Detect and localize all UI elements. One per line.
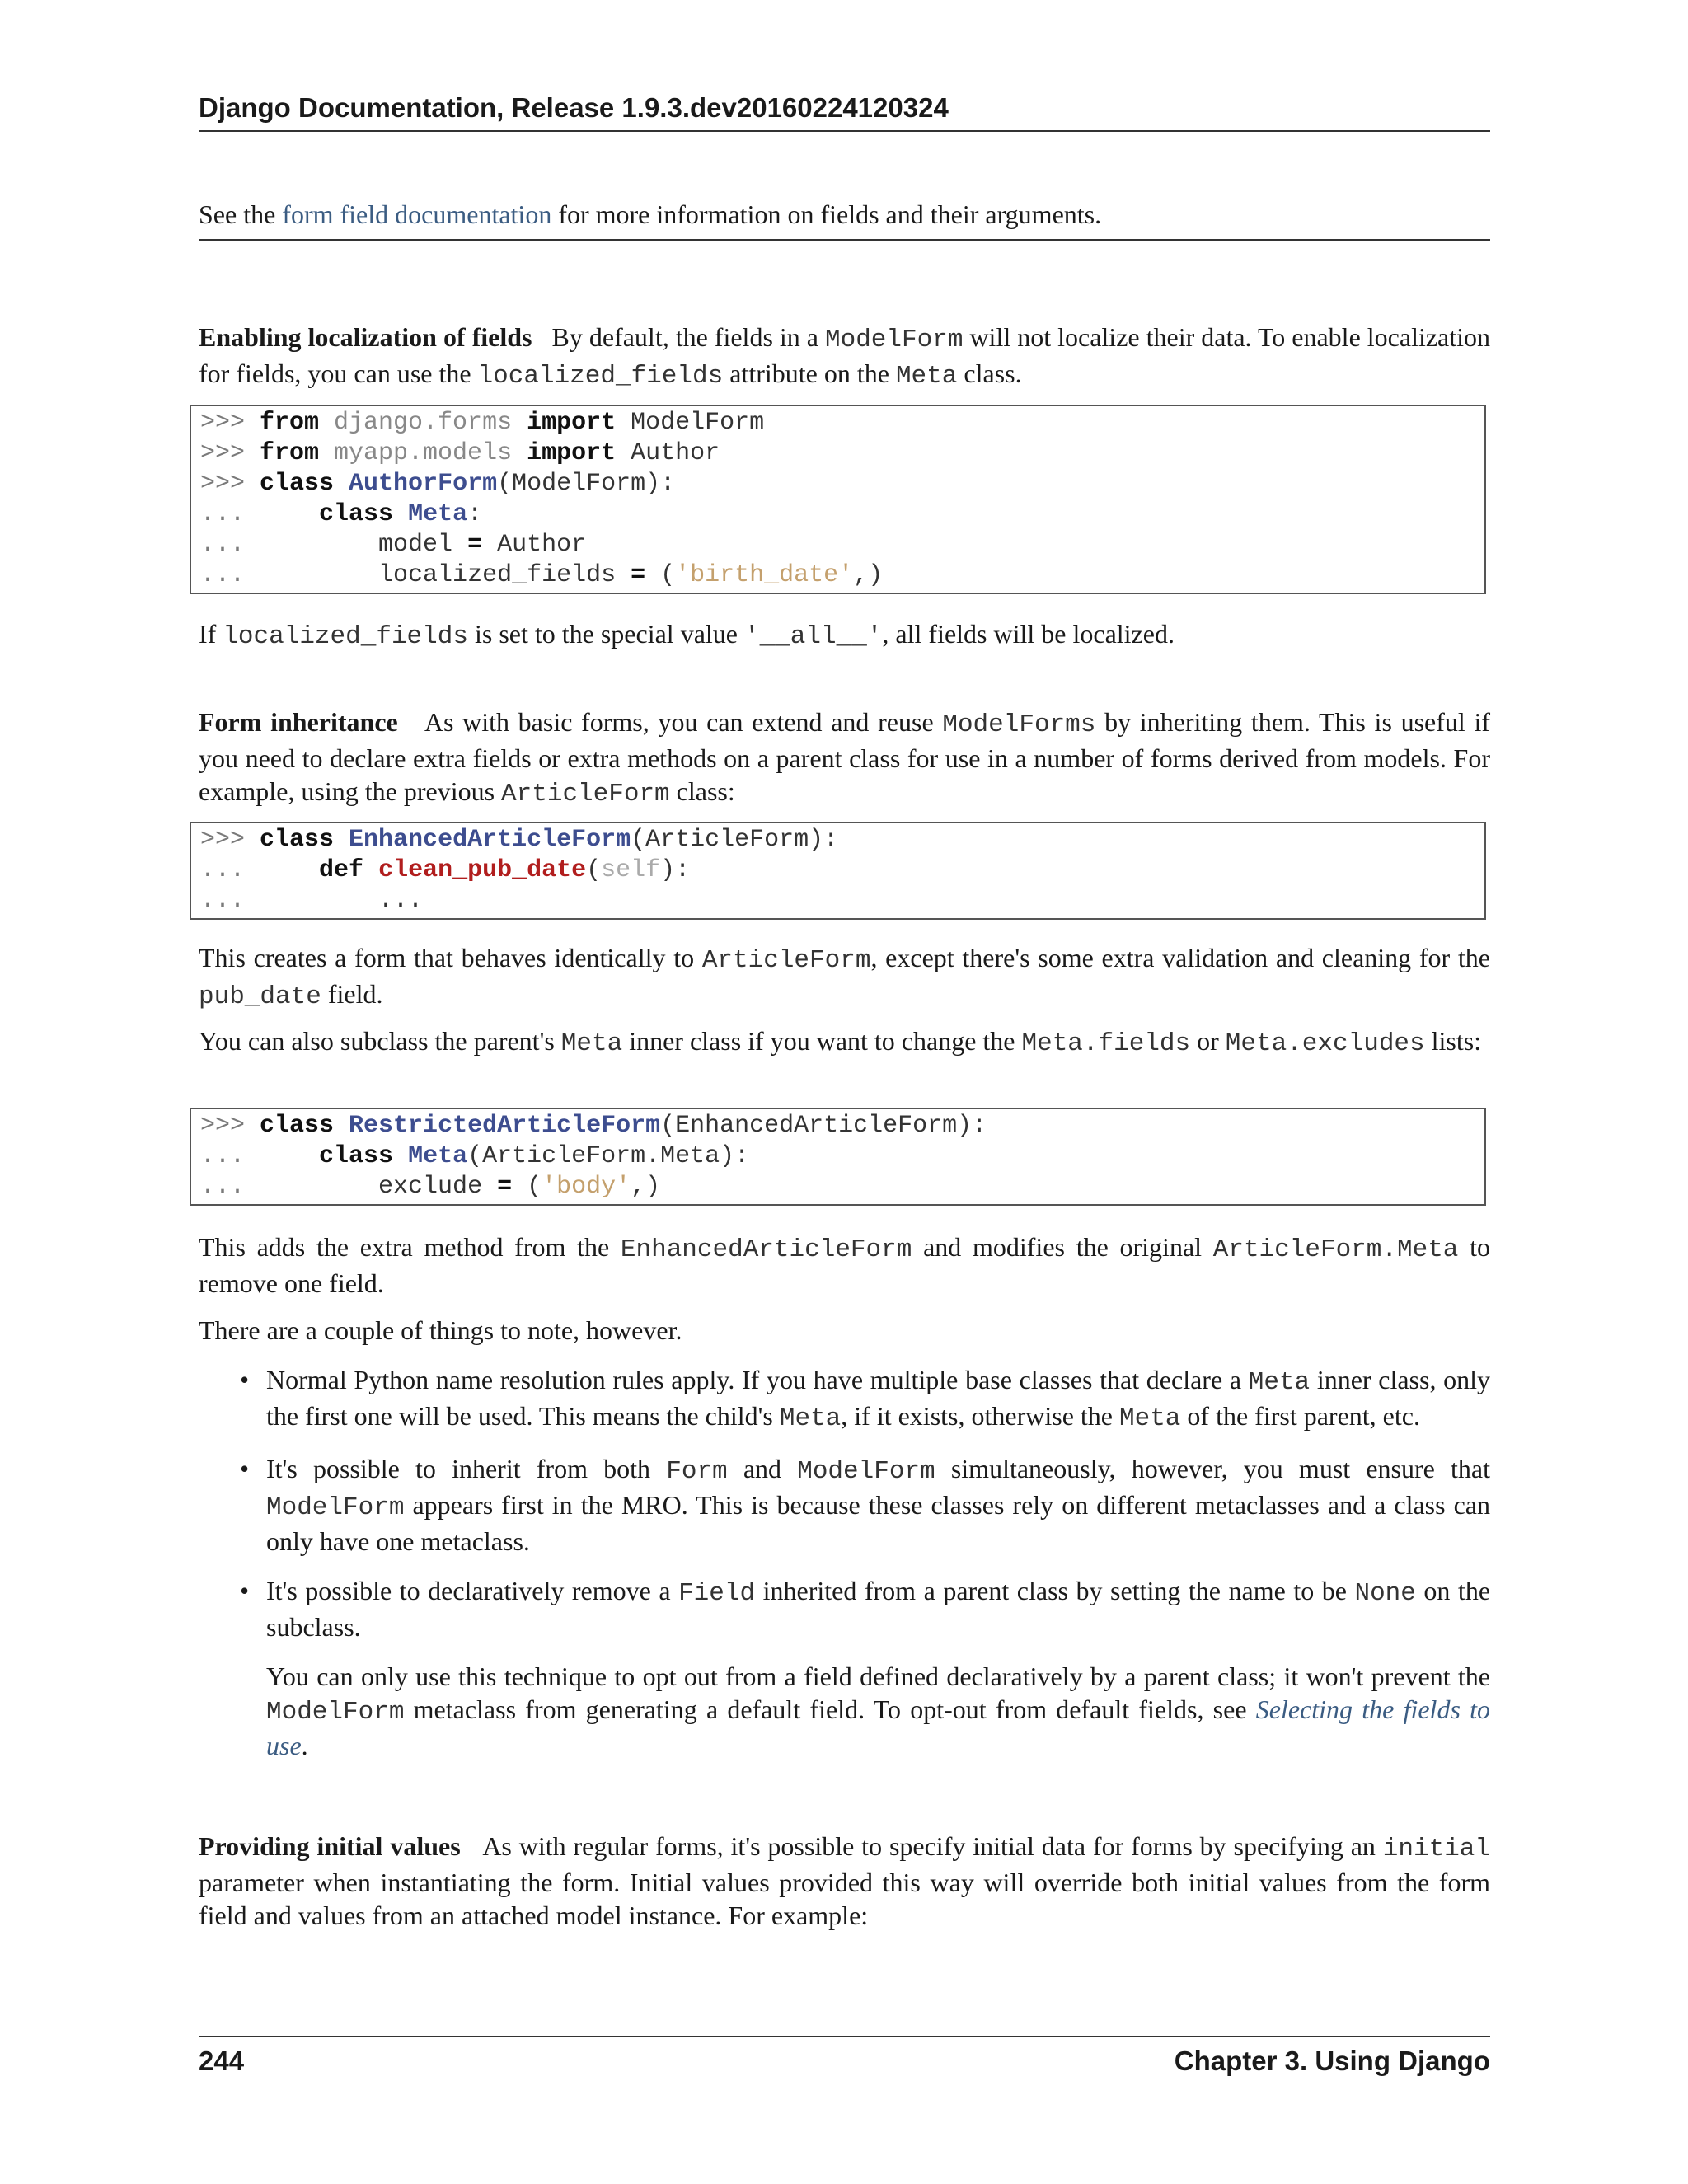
meta-subclass-paragraph: You can also subclass the parent's Meta inner class if you want to change the Meta.fields or Meta.excludes lists: (199, 1026, 1482, 1058)
localization-heading: Enabling localization of fields (199, 322, 532, 352)
code-block-restricted-article-form (190, 1108, 1486, 1206)
code-line: ... class Meta: (200, 500, 483, 528)
inheritance-heading: Form inheritance (199, 707, 398, 737)
code-line: >>> class AuthorForm(ModelForm): (200, 470, 676, 498)
initial-values-heading: Providing initial values (199, 1831, 461, 1861)
form-field-documentation-link[interactable]: form field documentation (282, 199, 552, 229)
list-item: • It's possible to declaratively remove a Field inherited from a parent class by setting the name to be None on the subclass. You can only use this technique to opt out from a field defined declaratively by a parent class; it won't prevent the ModelForm metaclass from generating a default field. To opt-out from default fields, see Selecting the fields to use. (240, 1576, 1491, 1760)
code-block-localized-fields (190, 405, 1486, 594)
code-line: ... exclude = ('body',) (200, 1173, 661, 1201)
code-line: ... model = Author (200, 531, 587, 559)
bullet-list (240, 1363, 1490, 1762)
code-line: ... ... (200, 887, 424, 915)
list-item: • Normal Python name resolution rules apply. If you have multiple base classes that declare a Meta inner class, only the first one will be used. This means the child's Meta, if it exists, otherwise the Meta of the first parent, etc. (240, 1365, 1491, 1433)
code-line: >>> class RestrictedArticleForm(EnhancedArticleForm): (200, 1112, 987, 1140)
inheritance-paragraph: Form inheritance As with basic forms, you can extend and reuse ModelForms by inheriting them. This is useful if you need to declare extra fields or extra methods on a parent class for use in a number of forms derived from models. For example, using the previous ArticleForm class: (199, 707, 1491, 808)
chapter-title: Chapter 3. Using Django (1174, 2046, 1490, 2076)
intro-text: See the form field documentation for more information on fields and their arguments. (199, 199, 1102, 229)
code-line: >>> from myapp.models import Author (200, 439, 720, 467)
code-line: ... def clean_pub_date(self): (200, 856, 691, 884)
running-footer (199, 2036, 1490, 2077)
localization-paragraph: Enabling localization of fields By default, the fields in a ModelForm will not localize their data. To enable localization for fields, you can use the localized_fields attribute on the Meta class. (199, 322, 1491, 391)
note-paragraph: There are a couple of things to note, however. (199, 1315, 682, 1345)
code-line: >>> from django.forms import ModelForm (200, 409, 765, 437)
code-line: >>> class EnhancedArticleForm(ArticleForm): (200, 826, 839, 854)
selecting-fields-link[interactable]: Selecting the fields to use (266, 1694, 1491, 1760)
inheritance-explanation: This creates a form that behaves identically to ArticleForm, except there's some extra validation and cleaning for the pub_date field. (199, 943, 1491, 1011)
running-header (199, 92, 1490, 132)
page-number: 244 (199, 2046, 245, 2076)
initial-values-paragraph: Providing initial values As with regular forms, it's possible to specify initial data for forms by specifying an initial parameter when instantiating the form. Initial values provided this way will override both initial values from the form field and values from an attached model instance. For example: (199, 1831, 1491, 1930)
header-title: Django Documentation, Release 1.9.3.dev20160224120324 (199, 92, 949, 123)
list-item: • It's possible to inherit from both Form and ModelForm simultaneously, however, you must ensure that ModelForm appears first in the MRO. This is because these classes rely on different metaclasses and a class can only have one metaclass. (240, 1454, 1491, 1556)
localization-all-paragraph: If localized_fields is set to the special value '__all__', all fields will be localized. (199, 619, 1175, 651)
intro-note (199, 198, 1490, 241)
code-line: ... localized_fields = ('birth_date',) (200, 561, 884, 589)
extra-method-paragraph: This adds the extra method from the EnhancedArticleForm and modifies the original ArticleForm.Meta to remove one field. (199, 1232, 1491, 1298)
code-block-enhanced-article-form (190, 822, 1486, 920)
code-line: ... class Meta(ArticleForm.Meta): (200, 1142, 750, 1170)
